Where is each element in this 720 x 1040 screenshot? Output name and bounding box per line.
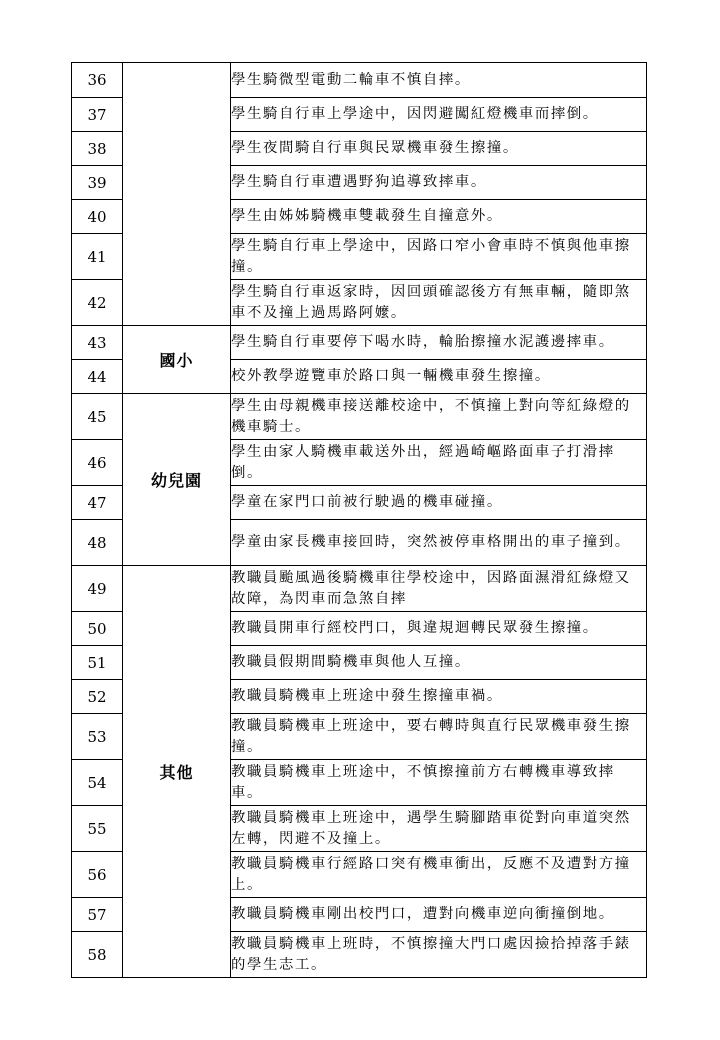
- row-description: 教職員開車行經校門口，與違規迴轉民眾發生擦撞。: [231, 612, 647, 646]
- row-number: 48: [72, 520, 123, 566]
- row-number: 37: [72, 98, 123, 132]
- row-number: 53: [72, 714, 123, 760]
- row-description: 學童由家長機車接回時，突然被停車格開出的車子撞到。: [231, 520, 647, 566]
- category-elementary: 國小: [123, 326, 231, 394]
- row-description: 學生騎自行車遭遇野狗追導致摔車。: [231, 166, 647, 200]
- category-kindergarten: 幼兒園: [123, 394, 231, 566]
- row-number: 50: [72, 612, 123, 646]
- row-number: 49: [72, 566, 123, 612]
- row-description: 學生騎自行車返家時，因回頭確認後方有無車輛，隨即煞車不及撞上過馬路阿嬤。: [231, 280, 647, 326]
- row-description: 學生由家人騎機車載送外出，經過崎嶇路面車子打滑摔倒。: [231, 440, 647, 486]
- row-number: 57: [72, 898, 123, 932]
- row-description: 學生騎自行車要停下喝水時，輪胎擦撞水泥護邊摔車。: [231, 326, 647, 360]
- row-number: 51: [72, 646, 123, 680]
- table-row: [72, 63, 647, 98]
- row-description: 教職員假期間騎機車與他人互撞。: [231, 646, 647, 680]
- row-number: 52: [72, 680, 123, 714]
- incident-table: [71, 62, 647, 978]
- row-number: 58: [72, 932, 123, 978]
- row-description: 教職員騎機車行經路口突有機車衝出，反應不及遭對方撞上。: [231, 852, 647, 898]
- table-row: [72, 326, 647, 360]
- row-description: 教職員颱風過後騎機車往學校途中，因路面濕滑紅綠燈又故障，為閃車而急煞自摔: [231, 566, 647, 612]
- row-description: 教職員騎機車上班途中發生擦撞車禍。: [231, 680, 647, 714]
- row-description: 教職員騎機車剛出校門口，遭對向機車逆向衝撞倒地。: [231, 898, 647, 932]
- row-number: 41: [72, 234, 123, 280]
- row-number: 42: [72, 280, 123, 326]
- table-row: [72, 394, 647, 440]
- row-number: 38: [72, 132, 123, 166]
- row-number: 44: [72, 360, 123, 394]
- row-number: 45: [72, 394, 123, 440]
- row-description: 教職員騎機車上班途中，遇學生騎腳踏車從對向車道突然左轉，閃避不及撞上。: [231, 806, 647, 852]
- row-description: 學生夜間騎自行車與民眾機車發生擦撞。: [231, 132, 647, 166]
- table-row: [72, 566, 647, 612]
- row-number: 47: [72, 486, 123, 520]
- row-number: 54: [72, 760, 123, 806]
- row-description: 學生騎自行車上學途中，因閃避闖紅燈機車而摔倒。: [231, 98, 647, 132]
- row-description: 學童在家門口前被行駛過的機車碰撞。: [231, 486, 647, 520]
- row-number: 46: [72, 440, 123, 486]
- category-cell-blank: [123, 63, 231, 326]
- row-number: 40: [72, 200, 123, 234]
- row-description: 教職員騎機車上班途中，不慎擦撞前方右轉機車導致摔車。: [231, 760, 647, 806]
- row-description: 學生騎微型電動二輪車不慎自摔。: [231, 63, 647, 98]
- row-description: 校外教學遊覽車於路口與一輛機車發生擦撞。: [231, 360, 647, 394]
- row-number: 55: [72, 806, 123, 852]
- row-number: 36: [72, 63, 123, 98]
- row-number: 39: [72, 166, 123, 200]
- row-description: 學生由母親機車接送離校途中，不慎撞上對向等紅綠燈的機車騎士。: [231, 394, 647, 440]
- row-number: 43: [72, 326, 123, 360]
- category-other: 其他: [123, 566, 231, 978]
- row-description: 學生由姊姊騎機車雙載發生自撞意外。: [231, 200, 647, 234]
- row-description: 教職員騎機車上班途中，要右轉時與直行民眾機車發生擦撞。: [231, 714, 647, 760]
- row-description: 教職員騎機車上班時，不慎擦撞大門口處因撿拾掉落手錶的學生志工。: [231, 932, 647, 978]
- row-description: 學生騎自行車上學途中，因路口窄小會車時不慎與他車擦撞。: [231, 234, 647, 280]
- row-number: 56: [72, 852, 123, 898]
